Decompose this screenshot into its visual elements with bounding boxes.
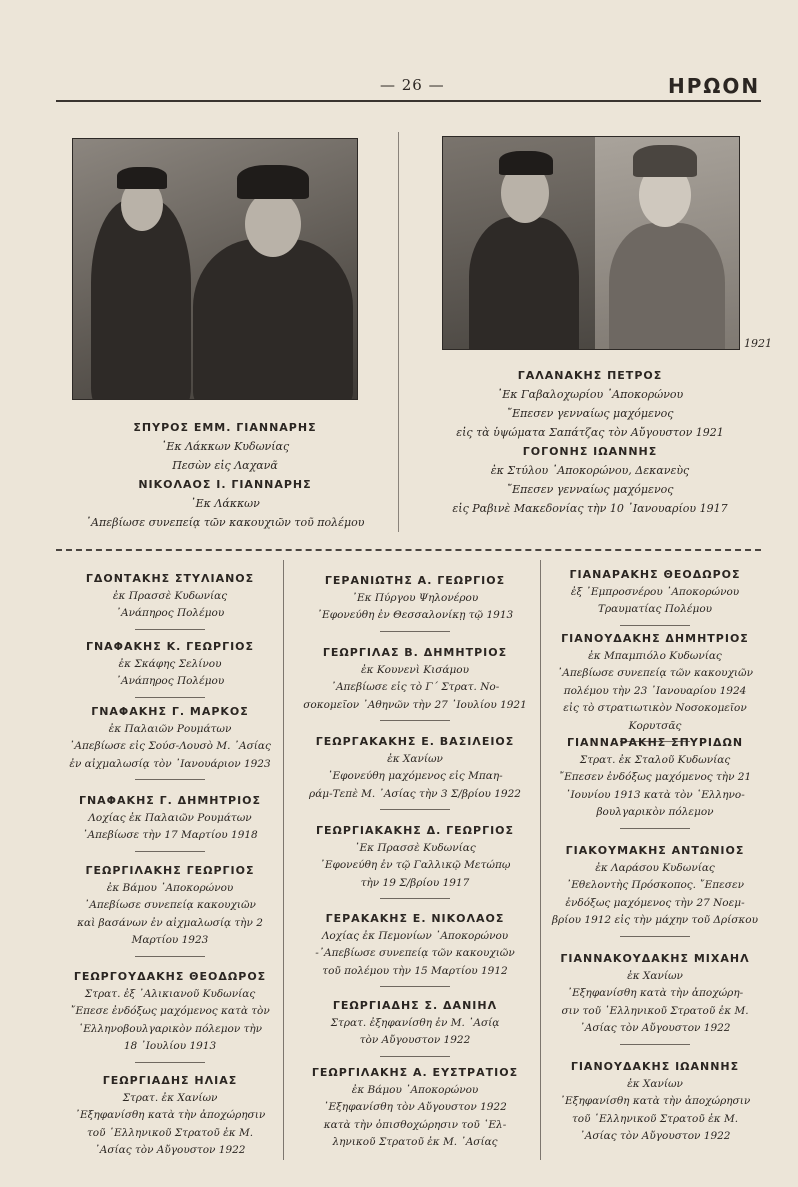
- entry-line: ῎Επεσε ἐνδόξως μαχόμενος κατὰ τὸν: [70, 1005, 270, 1017]
- entry-name: ΓΕΡΑΚΑΚΗΣ Ε. ΝΙΚΟΛΑΟΣ: [325, 912, 505, 925]
- soldier-cap-left: [117, 167, 167, 189]
- entry-line: κατὰ τὴν ὀπισθοχώρησιν τοῦ ῾Ελ-: [323, 1118, 507, 1131]
- entry-separator: [380, 631, 450, 632]
- caption-line: εἰς τὰ ὑψώματα Σαπάτζας τὸν Αὔγουστον 1921: [456, 426, 724, 439]
- entry-line: ἐκ Παλαιῶν Ρουμάτων: [108, 722, 232, 735]
- entry-line: ἐκ Βάμου ᾿Αποκορώνου: [351, 1083, 479, 1096]
- soldier-cap-right: [237, 165, 309, 199]
- memorial-entry: [60, 792, 280, 852]
- entry-line: πολέμου τὴν 23 ᾿Ιανουαρίου 1924: [563, 684, 747, 697]
- running-head: ΗΡΩΟΝ: [668, 74, 761, 98]
- memorial-entry: [544, 950, 766, 1045]
- entry-line: τοῦ πολέμου τὴν 15 Μαρτίου 1912: [322, 964, 508, 977]
- memorial-entry: [60, 1072, 280, 1160]
- column-rule: [540, 560, 541, 1160]
- entry-name: ΓΔΟΝΤΑΚΗΣ ΣΤΥΛΙΑΝΟΣ: [85, 572, 255, 585]
- memorial-entry: [60, 862, 280, 957]
- memorial-entry: [544, 630, 766, 742]
- entry-line: ἐκ Χανίων: [627, 969, 683, 982]
- entry-line: ἐκ Χανίων: [387, 752, 443, 765]
- entry-line: βουλγαρικὸν πόλεμον: [596, 806, 714, 818]
- caption-line: ῎Επεσεν γενναίως μαχόμενος: [506, 483, 674, 496]
- entry-line: ἐκ Κουνενὶ Κισάμου: [360, 663, 469, 676]
- entry-line: ᾿Ασίας τὸν Αὔγουστον 1922: [94, 1144, 246, 1156]
- entry-name: ΓΕΩΡΓΙΑΔΗΣ Σ. ΔΑΝΙΗΛ: [332, 999, 498, 1012]
- entry-line: ᾿Απεβίωσε τὴν 17 Μαρτίου 1918: [82, 829, 258, 841]
- entry-line: ᾿Ασίας τὸν Αὔγουστον 1922: [579, 1022, 731, 1034]
- memorial-entry: [544, 842, 766, 937]
- caption-name: ΓΟΓΟΝΗΣ ΙΩΑΝΝΗΣ: [522, 445, 658, 458]
- entry-name: ΓΕΩΡΓΟΥΔΑΚΗΣ ΘΕΟΔΩΡΟΣ: [73, 970, 267, 983]
- photo-divider: [398, 132, 399, 532]
- section-divider: [56, 549, 761, 551]
- entry-line: Λοχίας ἐκ Παλαιῶν Ρουμάτων: [88, 811, 252, 824]
- memorial-entry: [60, 968, 280, 1063]
- entry-name: ΓΕΩΡΓΙΛΑΚΗΣ ΓΕΩΡΓΙΟΣ: [85, 864, 255, 877]
- entry-line: ᾿Εξηφανίσθη τὸν Αὔγουστον 1922: [323, 1101, 507, 1113]
- entry-separator: [380, 1056, 450, 1057]
- entry-separator: [380, 898, 450, 899]
- memorial-entry: [290, 997, 540, 1057]
- entry-line: ᾿Εκ Πύργου Ψηλονέρου: [351, 591, 479, 604]
- entry-line: ῾Ελληνοβουλγαρικὸν πόλεμον τὴν: [77, 1022, 263, 1035]
- entry-line: ᾿Απεβίωσε εἰς τὸ Γ´ Στρατ. Νο-: [330, 681, 500, 693]
- entry-line: ἐν αἰχμαλωσίᾳ τὸν ᾿Ιανουάριον 1923: [69, 757, 271, 770]
- entry-line: ἐκ Χανίων: [627, 1077, 683, 1090]
- caption-name: ΣΠΥΡΟΣ ΕΜΜ. ΓΙΑΝΝΑΡΗΣ: [133, 421, 317, 434]
- memorial-entry: [290, 822, 540, 899]
- entry-line: 18 ᾿Ιουλίου 1913: [123, 1040, 217, 1052]
- entry-line: Λοχίας ἐκ Πεμονίων ᾿Αποκορώνου: [321, 929, 509, 942]
- entry-name: ΓΝΑΦΑΚΗΣ Γ. ΜΑΡΚΟΣ: [91, 705, 249, 718]
- entry-line: ᾿Απεβίωσε συνεπείᾳ τῶν κακουχιῶν: [557, 667, 753, 679]
- entry-line: ᾿Ανάπηρος Πολέμου: [115, 607, 225, 619]
- entry-line: ᾿Εξηφανίσθη κατὰ τὴν ἀποχώρησιν: [559, 1095, 751, 1107]
- portrait-hair-left: [499, 151, 553, 175]
- entry-line: ἐνδόξως μαχόμενος τὴν 27 Νοεμ-: [565, 896, 745, 909]
- entry-line: ἐκ Μπαμπιόλο Κυδωνίας: [588, 649, 722, 662]
- entry-line: Στρατ. ἐξ ᾿Αλικιανοῦ Κυδωνίας: [84, 987, 256, 1000]
- entry-line: βρίου 1912 εἰς τὴν μάχην τοῦ Δρίσκου: [551, 914, 759, 926]
- portrait-body-right: [609, 223, 725, 350]
- caption-line: ἐκ Στύλου ᾿Αποκορώνου, Δεκανεὺς: [490, 464, 690, 477]
- memorial-entry: [290, 910, 540, 987]
- entry-name: ΓΙΑΝΝΑΡΑΚΗΣ ΣΠΥΡΙΔΩΝ: [566, 736, 744, 749]
- entry-separator: [135, 697, 205, 698]
- entry-line: -᾿Απεβίωσε συνεπείᾳ τῶν κακουχιῶν: [315, 947, 515, 959]
- entry-name: ΓΝΑΦΑΚΗΣ Κ. ΓΕΩΡΓΙΟΣ: [85, 640, 255, 653]
- entry-line: τοῦ ῾Ελληνικοῦ Στρατοῦ ἐκ Μ.: [571, 1112, 739, 1125]
- entry-line: ἐξ ᾿Εμπροσνέρου ᾿Αποκορώνου: [570, 585, 740, 598]
- entry-separator: [135, 956, 205, 957]
- entry-line: Στρατ. ἐκ Σταλοῦ Κυδωνίας: [579, 753, 731, 766]
- entry-line: ἐκ Βάμου ᾿Αποκορώνου: [106, 881, 234, 894]
- entry-line: ληνικοῦ Στρατοῦ ἐκ Μ. ᾿Ασίας: [332, 1136, 498, 1148]
- entry-line: ᾿Ανάπηρος Πολέμου: [115, 675, 225, 687]
- entry-name: ΓΕΩΡΓΙΑΚΑΚΗΣ Δ. ΓΕΩΡΓΙΟΣ: [315, 824, 515, 837]
- entry-separator: [620, 828, 690, 829]
- entry-separator: [620, 1044, 690, 1045]
- caption-line: Πεσὼν εἰς Λαχανᾶ: [172, 459, 278, 472]
- entry-line: ἐκ Λαράσου Κυδωνίας: [595, 861, 715, 874]
- entry-name: ΓΙΑΝΟΥΔΑΚΗΣ ΙΩΑΝΝΗΣ: [570, 1060, 740, 1073]
- entry-name: ΓΙΑΝΟΥΔΑΚΗΣ ΔΗΜΗΤΡΙΟΣ: [561, 632, 749, 645]
- entry-line: ᾿Ασίας τὸν Αὔγουστον 1922: [579, 1130, 731, 1142]
- memorial-entry: [290, 733, 540, 810]
- entry-separator: [135, 1062, 205, 1063]
- column-rule: [283, 560, 284, 1160]
- memorial-entry: [290, 1064, 540, 1152]
- entry-name: ΓΙΑΝΑΡΑΚΗΣ ΘΕΟΔΩΡΟΣ: [569, 568, 741, 581]
- caption-line: ᾿Εκ Λάκκων Κυδωνίας: [160, 440, 290, 453]
- memorial-entry: [60, 638, 280, 698]
- header-rule: [56, 100, 761, 102]
- memorial-entry: [290, 572, 540, 632]
- entry-name: ΓΕΡΑΝΙΩΤΗΣ Α. ΓΕΩΡΓΙΟΣ: [324, 574, 506, 587]
- entry-line: ᾿Εφονεύθη ἐν Θεσσαλονίκῃ τῷ 1913: [316, 609, 514, 621]
- caption-left: [60, 418, 390, 532]
- entry-line: ἐκ Πρασσὲ Κυδωνίας: [112, 589, 228, 602]
- soldier-figure-right: [193, 239, 353, 400]
- entry-line: ᾿Απεβίωσε εἰς Σούσ-Λουσὸ Μ. ᾿Ασίας: [69, 740, 271, 752]
- entry-line: τοῦ ῾Ελληνικοῦ Στρατοῦ ἐκ Μ.: [86, 1126, 254, 1139]
- entry-separator: [135, 779, 205, 780]
- photo-year-note: 1921: [744, 337, 772, 350]
- entry-line: ῎Επεσεν ἐνδόξως μαχόμενος τὴν 21: [558, 771, 752, 783]
- entry-name: ΓΝΑΦΑΚΗΣ Γ. ΔΗΜΗΤΡΙΟΣ: [78, 794, 262, 807]
- entry-line: Τραυματίας Πολέμου: [597, 603, 713, 615]
- entry-line: ᾿Εκ Πρασσὲ Κυδωνίας: [354, 841, 476, 854]
- caption-name: ΓΑΛΑΝΑΚΗΣ ΠΕΤΡΟΣ: [517, 369, 663, 382]
- entry-line: ᾿Εξηφανίσθη κατὰ τὴν ἀποχώρη-: [566, 987, 744, 999]
- entry-separator: [620, 625, 690, 626]
- memorial-entry: [60, 570, 280, 630]
- photo-galanakis-gogonis: [442, 136, 740, 350]
- entry-line: τὴν 19 Σ/βρίου 1917: [360, 876, 470, 889]
- entry-name: ΓΙΑΝΝΑΚΟΥΔΑΚΗΣ ΜΙΧΑΗΛ: [560, 952, 750, 965]
- entry-line: τὸν Αὔγουστον 1922: [359, 1034, 471, 1046]
- entry-name: ΓΕΩΡΓΑΚΑΚΗΣ Ε. ΒΑΣΙΛΕΙΟΣ: [315, 735, 515, 748]
- caption-line: ᾿Απεβίωσε συνεπείᾳ τῶν κακουχιῶν τοῦ πολέμου: [85, 516, 365, 529]
- entry-name: ΓΕΩΡΓΙΑΔΗΣ ΗΛΙΑΣ: [102, 1074, 238, 1087]
- entry-line: Μαρτίου 1923: [131, 934, 209, 946]
- caption-line: ῎Επεσεν γενναίως μαχόμενος: [506, 407, 674, 420]
- caption-right: [420, 366, 760, 518]
- entry-line: ᾿Εφονεύθη ἐν τῷ Γαλλικῷ Μετώπῳ: [319, 859, 511, 871]
- entry-line: Στρατ. ἐκ Χανίων: [122, 1091, 218, 1104]
- entry-line: ᾿Απεβίωσε συνεπείᾳ κακουχιῶν: [84, 899, 256, 911]
- caption-name: ΝΙΚΟΛΑΟΣ Ι. ΓΙΑΝΝΑΡΗΣ: [138, 478, 312, 491]
- entry-line: ἐκ Σκάφης Σελίνου: [118, 657, 222, 670]
- memorial-entry: [60, 703, 280, 780]
- entry-line: σοκομεῖον ᾿Αθηνῶν τὴν 27 ᾿Ιουλίου 1921: [303, 698, 527, 711]
- memorial-entry: [290, 644, 540, 721]
- portrait-body-left: [469, 217, 579, 350]
- entry-separator: [380, 809, 450, 810]
- caption-line: ᾿Εκ Λάκκων: [190, 497, 260, 510]
- entry-line: εἰς τὸ στρατιωτικὸν Νοσοκομεῖον Κορυτσᾶς: [563, 702, 747, 732]
- entry-line: ᾿Εξηφανίσθη κατὰ τὴν ἀποχώρησιν: [74, 1109, 266, 1121]
- entry-line: ᾿Εφονεύθη μαχόμενος εἰς Μπαη-: [327, 770, 503, 782]
- entry-separator: [620, 936, 690, 937]
- entry-line: σιν τοῦ ῾Ελληνικοῦ Στρατοῦ ἐκ Μ.: [561, 1004, 749, 1017]
- entry-line: Στρατ. ἐξηφανίσθη ἐν Μ. ᾿Ασίᾳ: [330, 1016, 500, 1029]
- entry-separator: [380, 986, 450, 987]
- entry-line: ᾿Εθελοντὴς Πρόσκοπος. ῎Επεσεν: [566, 879, 744, 891]
- entry-separator: [135, 629, 205, 630]
- entry-line: καὶ βασάνων ἐν αἰχμαλωσίᾳ τὴν 2: [77, 916, 263, 929]
- page-number: — 26 —: [380, 76, 445, 94]
- entry-name: ΓΕΩΡΓΙΛΑΣ Β. ΔΗΜΗΤΡΙΟΣ: [322, 646, 508, 659]
- portrait-cap-right: [633, 145, 697, 177]
- memorial-entry: [544, 1058, 766, 1146]
- soldier-face-right: [245, 191, 301, 257]
- entry-line: ᾿Ιουνίου 1913 κατὰ τὸν ῾Ελληνο-: [565, 788, 745, 801]
- caption-line: εἰς Ραβινὲ Μακεδονίας τὴν 10 ᾿Ιανουαρίου 1917: [452, 502, 728, 515]
- photo-giannaris: [72, 138, 358, 400]
- entry-name: ΓΕΩΡΓΙΛΑΚΗΣ Α. ΕΥΣΤΡΑΤΙΟΣ: [311, 1066, 519, 1079]
- entry-separator: [135, 851, 205, 852]
- entry-separator: [380, 720, 450, 721]
- entry-line: ράμ-Τεπὲ Μ. ᾿Ασίας τὴν 3 Σ/βρίου 1922: [309, 787, 521, 800]
- memorial-entry: [544, 734, 766, 829]
- memorial-entry: [544, 566, 766, 626]
- entry-name: ΓΙΑΚΟΥΜΑΚΗΣ ΑΝΤΩΝΙΟΣ: [565, 844, 745, 857]
- caption-line: ᾿Εκ Γαβαλοχωρίου ᾿Αποκορώνου: [496, 388, 684, 401]
